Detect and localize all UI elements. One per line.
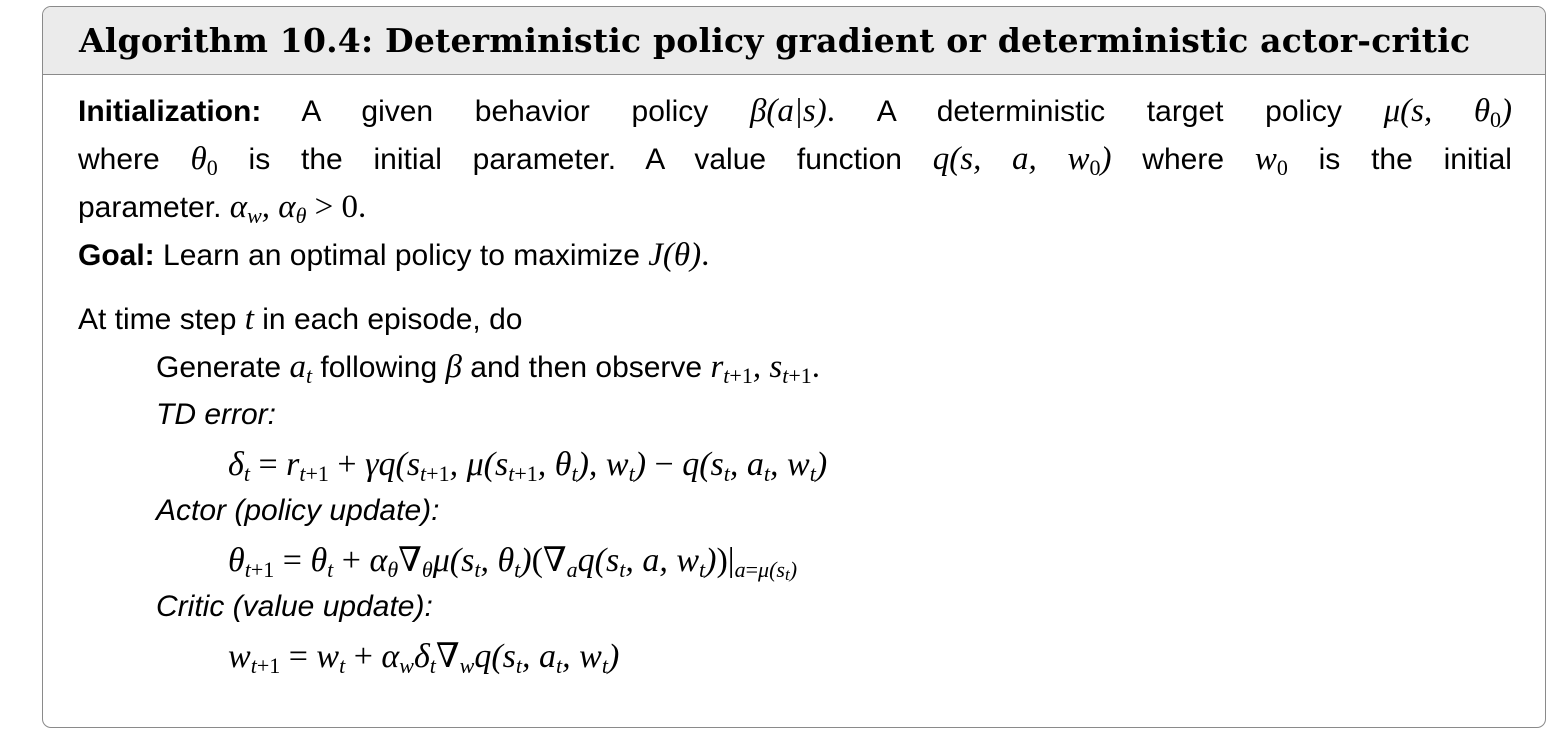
generate-text-b: following: [320, 351, 438, 384]
step-sizes-math: $\alpha_w$, $\alpha_\theta > 0$.: [229, 189, 367, 228]
algorithm-box: [42, 6, 1546, 728]
critic-label: Critic (value update):: [156, 590, 433, 623]
theta0-math: $\theta_0$: [190, 141, 218, 180]
loop-header-a: At time step: [78, 303, 237, 336]
behavior-policy-math: β(a|s).: [749, 93, 836, 129]
init-text-1a: A given behavior policy: [301, 95, 709, 128]
generate-text-a: Generate: [156, 351, 282, 384]
init-line-1: [78, 87, 1512, 135]
goal-label: Goal:: [78, 239, 155, 272]
critic-equation: $w_{t+1} = w_t + \alpha_w\delta_t\nabla_wq(s_t$, $a_t$, $w_t$): [228, 638, 620, 678]
objective-math: J(θ).: [648, 237, 710, 273]
observation-math: $r_{t+1}$, $s_{t+1}$.: [710, 349, 820, 388]
w0-math: $w_0$: [1254, 141, 1288, 180]
actor-equation: $\theta_{t+1} = \theta_t + \alpha_\theta\nabla_\theta\mu(s_t$, $\theta_t)(\nabla_aq(s_t$, a, $w_t))|_{a=\mu(s_t)}$: [228, 542, 798, 584]
init-label: Initialization:: [78, 95, 262, 128]
td-error-equation: $\delta_t = r_{t+1} + \gamma q(s_{t+1}$, $\mu(s_{t+1}$, $\theta_t$), $w_t) - q(s_t$, $a_t$, $w_t$): [228, 446, 828, 486]
target-policy-math: μ(s, $\theta_0$): [1383, 93, 1513, 132]
init-text-2c: A value function: [645, 143, 902, 176]
goal-text: Learn an optimal policy to maximize: [163, 239, 640, 272]
t-math: t: [244, 301, 254, 337]
generate-line: [156, 343, 820, 391]
init-line-3: [78, 183, 366, 231]
algorithm-title: Algorithm 10.4: Deterministic policy gradient or deterministic actor-critic: [79, 21, 1471, 60]
generate-text-c: and then observe: [470, 351, 703, 384]
td-error-label: TD error:: [156, 398, 276, 431]
algorithm-header: [43, 7, 1545, 75]
init-line-2: [78, 135, 1512, 183]
init-text-3a: parameter.: [78, 191, 222, 224]
action-math: $a_t$: [289, 349, 313, 388]
actor-label: Actor (policy update):: [156, 494, 440, 527]
init-text-2e: is the initial: [1318, 143, 1512, 176]
init-text-1b: A deterministic target policy: [876, 95, 1342, 128]
beta-math: β: [445, 349, 462, 385]
init-text-2d: where: [1142, 143, 1225, 176]
init-text-2b: is the initial parameter.: [248, 143, 617, 176]
loop-header: [78, 295, 522, 343]
loop-header-b: in each episode, do: [262, 303, 523, 336]
goal-line: [78, 231, 709, 279]
value-function-math: q(s, a, $w_0$): [932, 141, 1112, 180]
init-text-2a: where: [78, 143, 160, 176]
